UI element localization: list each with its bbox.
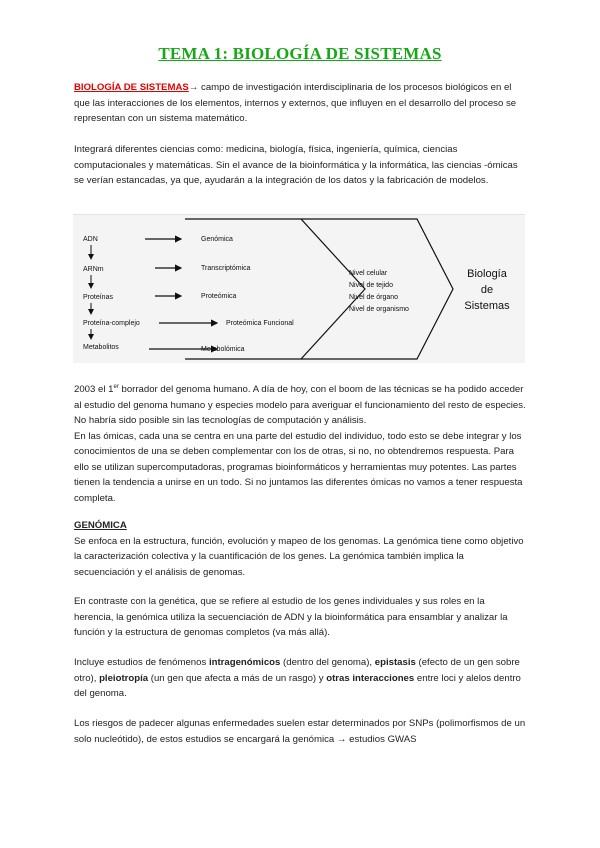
page-title: TEMA 1: BIOLOGÍA DE SISTEMAS: [158, 44, 442, 63]
diagram-level-2: Nivel de órgano: [349, 294, 399, 301]
intro-paragraph: [74, 80, 526, 127]
p3-intragenomicos: intragenómicos: [208, 657, 281, 668]
p3-g: (un gen que afecta a más de un rasgo) y: [148, 672, 327, 684]
diagram-left-1: ARNm: [83, 266, 104, 273]
diagram-omic-4: Metabolómica: [201, 346, 245, 353]
genomica-p1-text: Se enfoca en la estructura, función, evolución y mapeo de los genomas. La genómica tiene como objetivo la caracterización colectiva y la cuantificación de los genes. La genómica también implica la secuenciación y el análisis de genomas.: [74, 535, 524, 578]
genomica-p4: Los riesgos de padecer algunas enfermedades suelen estar determinados por SNPs (polimorfismos de un solo nucleótido), de estos estudios se encargará la genómica → estudios GWAS: [74, 718, 526, 745]
borrador-paragraph: [74, 380, 526, 506]
diagram-level-1: Nivel de tejido: [349, 282, 393, 289]
genomica-heading: GENÓMICA: [74, 520, 127, 531]
diagram-omic-1: Transcriptómica: [201, 265, 251, 272]
p3-e: (efecto de un gen sobre otro),: [74, 657, 520, 684]
diagram-result-2: Sistemas: [464, 300, 510, 312]
borrador-sup: er: [113, 384, 119, 390]
intro-arrow: →: [188, 82, 199, 93]
diagram-level-3: Nivel de organismo: [349, 306, 409, 313]
diagram-omic-0: Genómica: [201, 236, 233, 243]
omicas-text: En las ómicas, cada una se centra en una parte del estudio del individuo, todo esto se debe integrar y los conocimientos de una se deben complementar con los de otras, si no, no obtendremos respuesta. Para ello se utilizan supercomputadoras, programas bioinformáticos y herramientas muy potentes. Las partes tienen la tendencia a unirse en un todo. Si no juntamos las diferentes ómicas no vamos a tener respuesta completa.: [74, 430, 523, 504]
diagram-omic-2: Proteómica: [201, 293, 237, 300]
chevron-outline-right: [301, 219, 453, 359]
diagram-left-4: Metabolitos: [83, 344, 119, 351]
omics-diagram-svg: [73, 215, 525, 363]
genomica-p3: [74, 655, 526, 702]
diagram-left-3: Proteína-complejo: [83, 320, 140, 327]
p3-c: (dentro del genoma),: [280, 657, 375, 668]
borrador-text: borrador del genoma humano. A día de hoy, con el boom de las técnicas se ha podido acceder al estudio del genoma humano y especies modelo para averiguar el funcionamiento del resto de especies. No habría sido posible sin las tecnologías de computación y análisis.: [74, 384, 526, 427]
p3-a: Incluye estudios de fenómenos: [74, 657, 209, 668]
p3-epistasis: epistasis: [374, 657, 416, 668]
p3-pleiotropia: pleiotropía: [99, 672, 149, 684]
borrador-lead: 2003 el 1: [74, 384, 114, 396]
p3-i: entre loci y alelos dentro del genoma.: [74, 672, 521, 699]
genomica-section-p1: [74, 518, 526, 580]
diagram-left-0: ADN: [83, 236, 98, 243]
intro-definition: campo de investigación interdisciplinaria de los procesos biológicos en el que las interacciones de los elementos, internos y externos, que influyen en el desarrollo del proceso se representan con un sistema matemático.: [74, 82, 517, 124]
diagram-omic-3: Proteómica Funcional: [226, 320, 294, 327]
diagram-result-0: Biología: [467, 268, 507, 280]
p3-otras-interacciones: otras interacciones: [326, 672, 415, 684]
genomica-p2: En contraste con la genética, que se refiere al estudio de los genes individuales y sus roles en la herencia, la genómica utiliza la secuenciación de ADN y la bioinformática para ensamblar y analizar la función y la estructura de genomas completos (va más allá).: [74, 596, 508, 638]
diagram-result-1: de: [480, 284, 494, 296]
diagram-level-0: Nivel celular: [349, 270, 388, 277]
omics-diagram: [73, 214, 525, 363]
term-biologia-sistemas: BIOLOGÍA DE SISTEMAS: [74, 82, 189, 93]
diagram-left-2: Proteínas: [83, 294, 113, 301]
integra-paragraph: Integrará diferentes ciencias como: medicina, biología, física, ingeniería, química, ciencias computacionales y matemáticas. Sin el avance de la bioinformática y la informática, las ciencias -ómicas se verían estancadas, ya que, ayudarán a la integración de los datos y la fabricación de modelos.: [74, 144, 518, 186]
